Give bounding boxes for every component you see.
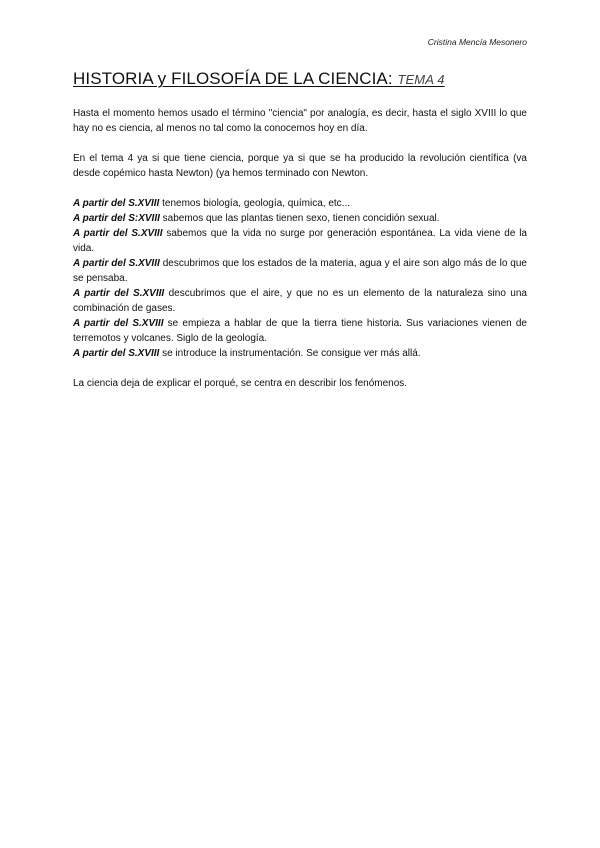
item-text: se empieza a hablar de que la tierra tiene historia. Sus variaciones vienen de terremotos y volcanes. Siglo de la geología.: [73, 318, 527, 344]
list-item: [73, 316, 527, 346]
item-lead: A partir del S.XVIII: [73, 288, 165, 299]
item-lead: A partir del S.XVIII: [73, 198, 160, 209]
item-lead: A partir del S.XVIII: [73, 348, 160, 359]
item-text: tenemos biología, geología, química, etc...: [159, 198, 350, 209]
list-item: [73, 196, 527, 211]
item-lead: A partir del S.XVIII: [73, 258, 160, 269]
list-item: [73, 286, 527, 316]
tema-paragraph: En el tema 4 ya si que tiene ciencia, porque ya si que se ha producido la revolución científica (va desde copémico hasta Newton) (ya hemos terminado con Newton.: [73, 153, 527, 179]
item-text: se introduce la instrumentación. Se consigue ver más allá.: [159, 348, 421, 359]
item-text: sabemos que las plantas tienen sexo, tienen concidión sexual.: [159, 213, 440, 224]
list-item: [73, 211, 527, 226]
item-lead: A partir del S.XVIII: [73, 228, 163, 239]
siglo-xviii-list: [73, 196, 527, 361]
title-tema: TEMA 4: [397, 72, 445, 87]
document-title: [73, 69, 445, 89]
author-header: Cristina Mencía Mesonero: [427, 37, 527, 47]
document-body: [73, 106, 527, 406]
list-item: [73, 226, 527, 256]
intro-paragraph: Hasta el momento hemos usado el término "ciencia" por analogía, es decir, hasta el siglo XVIII lo que hay no es ciencia, al menos no tal como la conocemos hoy en día.: [73, 108, 527, 134]
conclusion-paragraph: La ciencia deja de explicar el porqué, se centra en describir los fenómenos.: [73, 378, 408, 389]
list-item: [73, 346, 527, 361]
item-text: descubrimos que el aire, y que no es un elemento de la naturaleza sino una combinación de gases.: [73, 288, 527, 314]
list-item: [73, 256, 527, 286]
item-text: descubrimos que los estados de la materia, agua y el aire son algo más de lo que se pensaba.: [73, 258, 527, 284]
item-lead: A partir del S.XVIII: [73, 318, 164, 329]
item-text: sabemos que la vida no surge por generación espontánea. La vida viene de la vida.: [73, 228, 527, 254]
title-main: HISTORIA y FILOSOFÍA DE LA CIENCIA:: [73, 69, 393, 88]
item-lead: A partir del S:XVIII: [73, 213, 160, 224]
